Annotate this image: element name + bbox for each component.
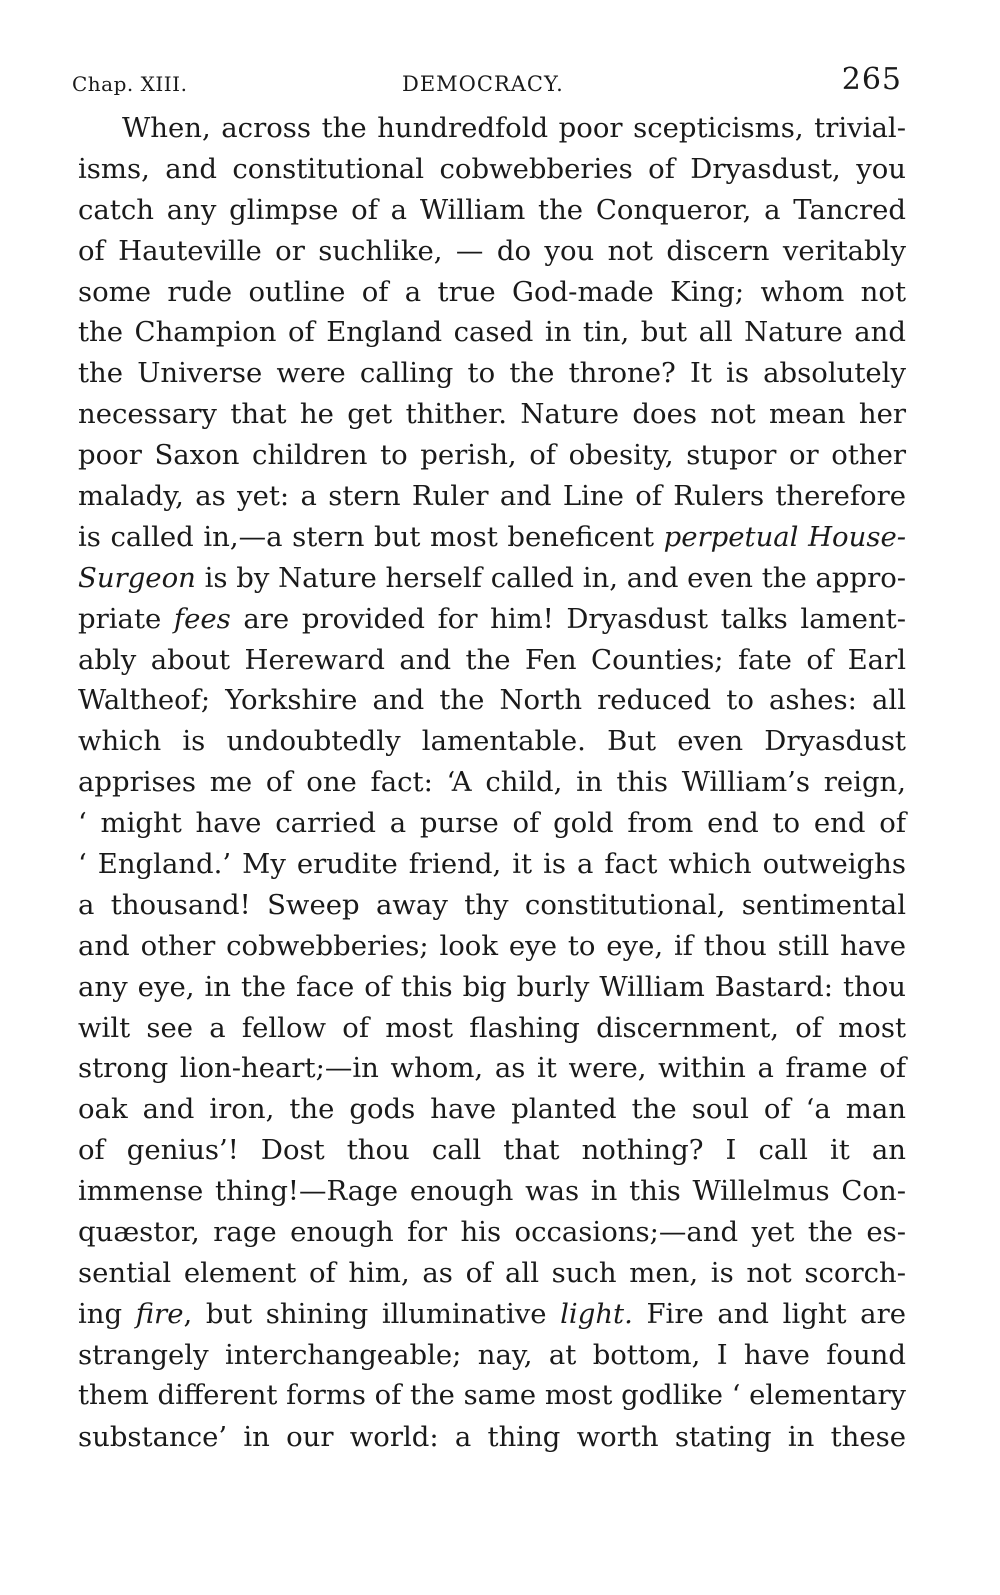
page-number: 265 <box>841 62 902 97</box>
text-line: apprises me of one fact: ‘A child, in this William’s reign, <box>78 766 906 799</box>
text-line: is called in,—a stern but most beneficent perpetual House- <box>78 520 907 553</box>
text-line: strangely interchangeable; nay, at bottom, I have found <box>78 1338 906 1371</box>
text-line: necessary that he get thither. Nature does not mean her <box>78 398 906 431</box>
text-line: strong lion-heart;—in whom, as it were, within a frame of <box>78 1052 906 1085</box>
text-line: Surgeon is by Nature herself called in, and even the appro- <box>78 561 907 594</box>
chapter-label: Chap. XIII. <box>72 72 188 96</box>
running-head <box>72 62 902 106</box>
text-line: substance’ in our world: a thing worth stating in these <box>78 1420 906 1453</box>
text-line: oak and iron, the gods have planted the soul of ‘a man <box>78 1093 906 1126</box>
text-line: them different forms of the same most godlike ‘ elementary <box>78 1379 906 1411</box>
text-line: of Hauteville or suchlike, — do you not discern veritably <box>78 234 906 267</box>
text-line: When, across the hundredfold poor scepticisms, trivial- <box>122 112 906 144</box>
text-line: a thousand! Sweep away thy constitutional, sentimental <box>78 888 906 921</box>
running-title: DEMOCRACY. <box>402 72 564 96</box>
italic-text: perpetual House- <box>663 520 907 553</box>
text-line: wilt see a fellow of most flashing discernment, of most <box>78 1011 906 1044</box>
text-line: the Champion of England cased in tin, but all Nature and <box>78 316 906 349</box>
text-line: any eye, in the face of this big burly William Bastard: thou <box>78 970 906 1003</box>
text-line: ‘ England.’ My erudite friend, it is a fact which outweighs <box>78 848 906 881</box>
text-line: which is undoubtedly lamentable. But even Dryasdust <box>78 725 906 758</box>
text-line: some rude outline of a true God-made King; whom not <box>78 275 906 308</box>
italic-text: light. <box>560 1297 633 1330</box>
text-line: malady, as yet: a stern Ruler and Line of Rulers therefore <box>78 480 906 513</box>
italic-text: fire <box>135 1297 184 1330</box>
text-line: ‘ might have carried a purse of gold from end to end of <box>78 807 906 840</box>
text-line: ing fire, but shining illuminative light. Fire and light are <box>78 1297 906 1330</box>
text-line: the Universe were calling to the throne? It is absolutely <box>78 357 906 390</box>
text-line: catch any glimpse of a William the Conqueror, a Tancred <box>78 193 906 226</box>
italic-text: Surgeon <box>78 561 196 594</box>
text-line: of genius’! Dost thou call that nothing? I call it an <box>78 1134 906 1167</box>
text-line: isms, and constitutional cobwebberies of Dryasdust, you <box>78 152 906 185</box>
text-line: sential element of him, as of all such men, is not scorch- <box>78 1256 906 1289</box>
text-line: ably about Hereward and the Fen Counties; fate of Earl <box>78 643 906 676</box>
text-line: poor Saxon children to perish, of obesity, stupor or other <box>78 439 906 472</box>
text-line: and other cobwebberies; look eye to eye, if thou still have <box>78 929 906 962</box>
text-line: immense thing!—Rage enough was in this Willelmus Con- <box>78 1175 906 1208</box>
text-line: quæstor, rage enough for his occasions;—and yet the es- <box>78 1216 906 1249</box>
body-paragraph <box>78 108 906 1457</box>
text-line: priate fees are provided for him! Dryasdust talks lament- <box>78 602 906 635</box>
text-line: Waltheof; Yorkshire and the North reduced to ashes: all <box>78 684 906 717</box>
italic-text: fees <box>173 602 231 635</box>
